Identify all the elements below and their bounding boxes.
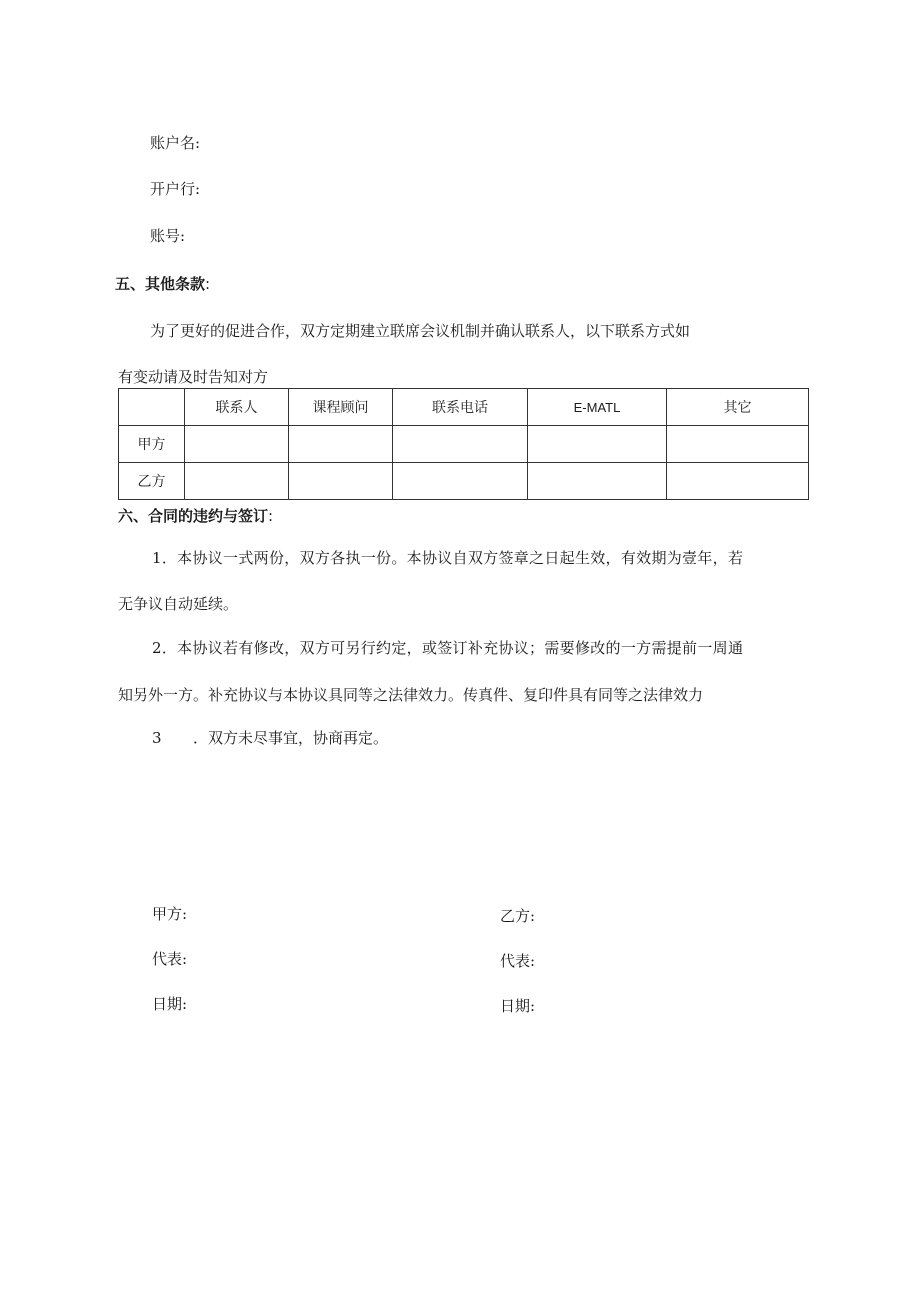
bank-name-label: 开户行: [150,180,201,198]
header-cell-blank [119,389,185,426]
header-cell-other: 其它 [667,389,809,426]
section5-heading [115,274,210,294]
section6-item3-number: 3 [152,729,162,747]
account-name-label: 账户名: [150,134,201,152]
party-b-date-label: 日期: [500,997,536,1015]
table-cell[interactable] [289,463,393,500]
section5-title: 五、其他条款 [115,275,206,293]
table-cell[interactable] [393,426,528,463]
section5-text-line1: 为了更好的促进合作，双方定期建立联席会议机制并确认联系人，以下联系方式如 [150,322,691,340]
section5-text-line2: 有变动请及时告知对方 [118,368,269,386]
section6-title: 六、合同的违约与签订 [118,507,269,525]
section6-heading [118,506,273,526]
header-cell-contact: 联系人 [185,389,289,426]
table-header-row [119,389,809,426]
party-a-rep-label: 代表: [152,950,188,968]
party-b-rep-label: 代表: [500,952,536,970]
header-cell-phone: 联系电话 [393,389,528,426]
section6-item2-line2: 知另外一方。补充协议与本协议具同等之法律效力。传真件、复印件具有同等之法律效力 [118,686,704,704]
section5-colon: : [205,275,211,293]
party-a-label: 甲方: [152,905,188,923]
table-cell[interactable] [289,426,393,463]
header-cell-advisor: 课程顾问 [289,389,393,426]
table-cell[interactable] [667,426,809,463]
party-b-label: 乙方: [500,907,536,925]
row-party-label: 乙方 [119,463,185,500]
header-cell-email: E-MATL [528,389,667,426]
party-a-date-label: 日期: [152,995,188,1013]
table-cell[interactable] [185,463,289,500]
section6-item1-line1: 1．本协议一式两份，双方各执一份。本协议自双方签章之日起生效，有效期为壹年，若 [152,549,744,567]
row-party-label: 甲方 [119,426,185,463]
section6-item1-line2: 无争议自动延续。 [118,595,239,613]
account-number-label: 账号: [150,227,186,245]
table-row [119,426,809,463]
section6-item3-text: ．双方未尽事宜，协商再定。 [193,729,389,747]
section6-colon: : [268,507,274,525]
contact-table [118,388,809,500]
table-cell[interactable] [528,463,667,500]
table-cell[interactable] [528,426,667,463]
table-cell[interactable] [185,426,289,463]
table-row [119,463,809,500]
table-cell[interactable] [667,463,809,500]
section6-item2-line1: 2．本协议若有修改，双方可另行约定，或签订补充协议；需要修改的一方需提前一周通 [152,639,744,657]
table-cell[interactable] [393,463,528,500]
